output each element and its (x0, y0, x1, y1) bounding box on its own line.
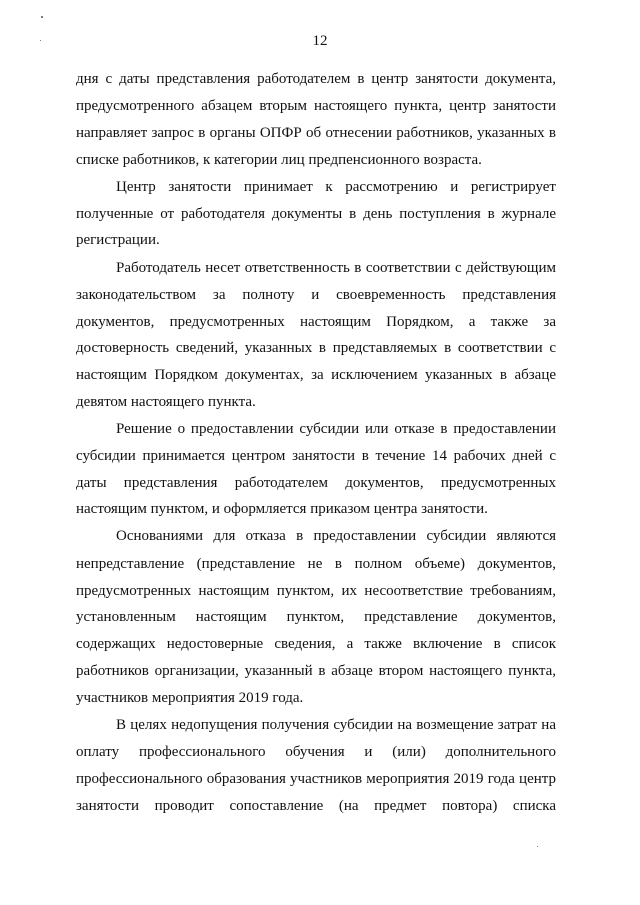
text-line: направляет запрос в органы ОПФР об отнесении работников, указанных в (76, 125, 556, 141)
scan-speck (40, 40, 41, 41)
text-line: достоверность сведений, указанных в представляемых в соответствии с (76, 340, 556, 356)
text-line: Решение о предоставлении субсидии или отказе в предоставлении (116, 421, 556, 437)
text-line: предусмотренных настоящим пунктом, их несоответствие требованиям, (76, 583, 556, 599)
text-line: непредставление (представление не в полном объеме) документов, (76, 556, 556, 572)
scan-speck (537, 846, 538, 847)
text-line: списке работников, к категории лиц предпенсионного возраста. (76, 152, 482, 168)
text-line: документов, предусмотренных настоящим Порядком, а также за (76, 314, 556, 330)
text-line: девятом настоящего пункта. (76, 394, 256, 410)
page-number: 12 (312, 33, 328, 49)
text-line: работников организации, указанный в абзаце втором настоящего пункта, (76, 663, 556, 679)
text-line: Центр занятости принимает к рассмотрению и регистрирует (116, 179, 556, 195)
text-line: установленным настоящим пунктом, представление документов, (76, 609, 556, 625)
text-line: настоящим пунктом, и оформляется приказом центра занятости. (76, 501, 488, 517)
text-line: содержащих недостоверные сведения, а также включение в список (76, 636, 556, 652)
text-line: дня с даты представления работодателем в центр занятости документа, (76, 71, 556, 87)
text-line: профессионального образования участников мероприятия 2019 года центр (76, 771, 556, 787)
text-line: занятости проводит сопоставление (на предмет повтора) списка (76, 798, 556, 814)
text-line: законодательством за полноту и своевременность представления (76, 287, 556, 303)
text-line: даты представления работодателем документов, предусмотренных (76, 475, 556, 491)
text-line: Основаниями для отказа в предоставлении субсидии являются (116, 528, 556, 544)
text-line: В целях недопущения получения субсидии на возмещение затрат на (116, 717, 556, 733)
scan-speck (41, 16, 43, 18)
text-line: Работодатель несет ответственность в соответствии с действующим (116, 260, 556, 276)
text-line: настоящим Порядком документах, за исключением указанных в абзаце (76, 367, 556, 383)
text-line: регистрации. (76, 232, 160, 248)
text-line: субсидии принимается центром занятости в течение 14 рабочих дней с (76, 448, 556, 464)
text-line: предусмотренного абзацем вторым настоящего пункта, центр занятости (76, 98, 556, 114)
text-line: полученные от работодателя документы в день поступления в журнале (76, 206, 556, 222)
text-line: оплату профессионального обучения и (или) дополнительного (76, 744, 556, 760)
text-line: участников мероприятия 2019 года. (76, 690, 304, 706)
